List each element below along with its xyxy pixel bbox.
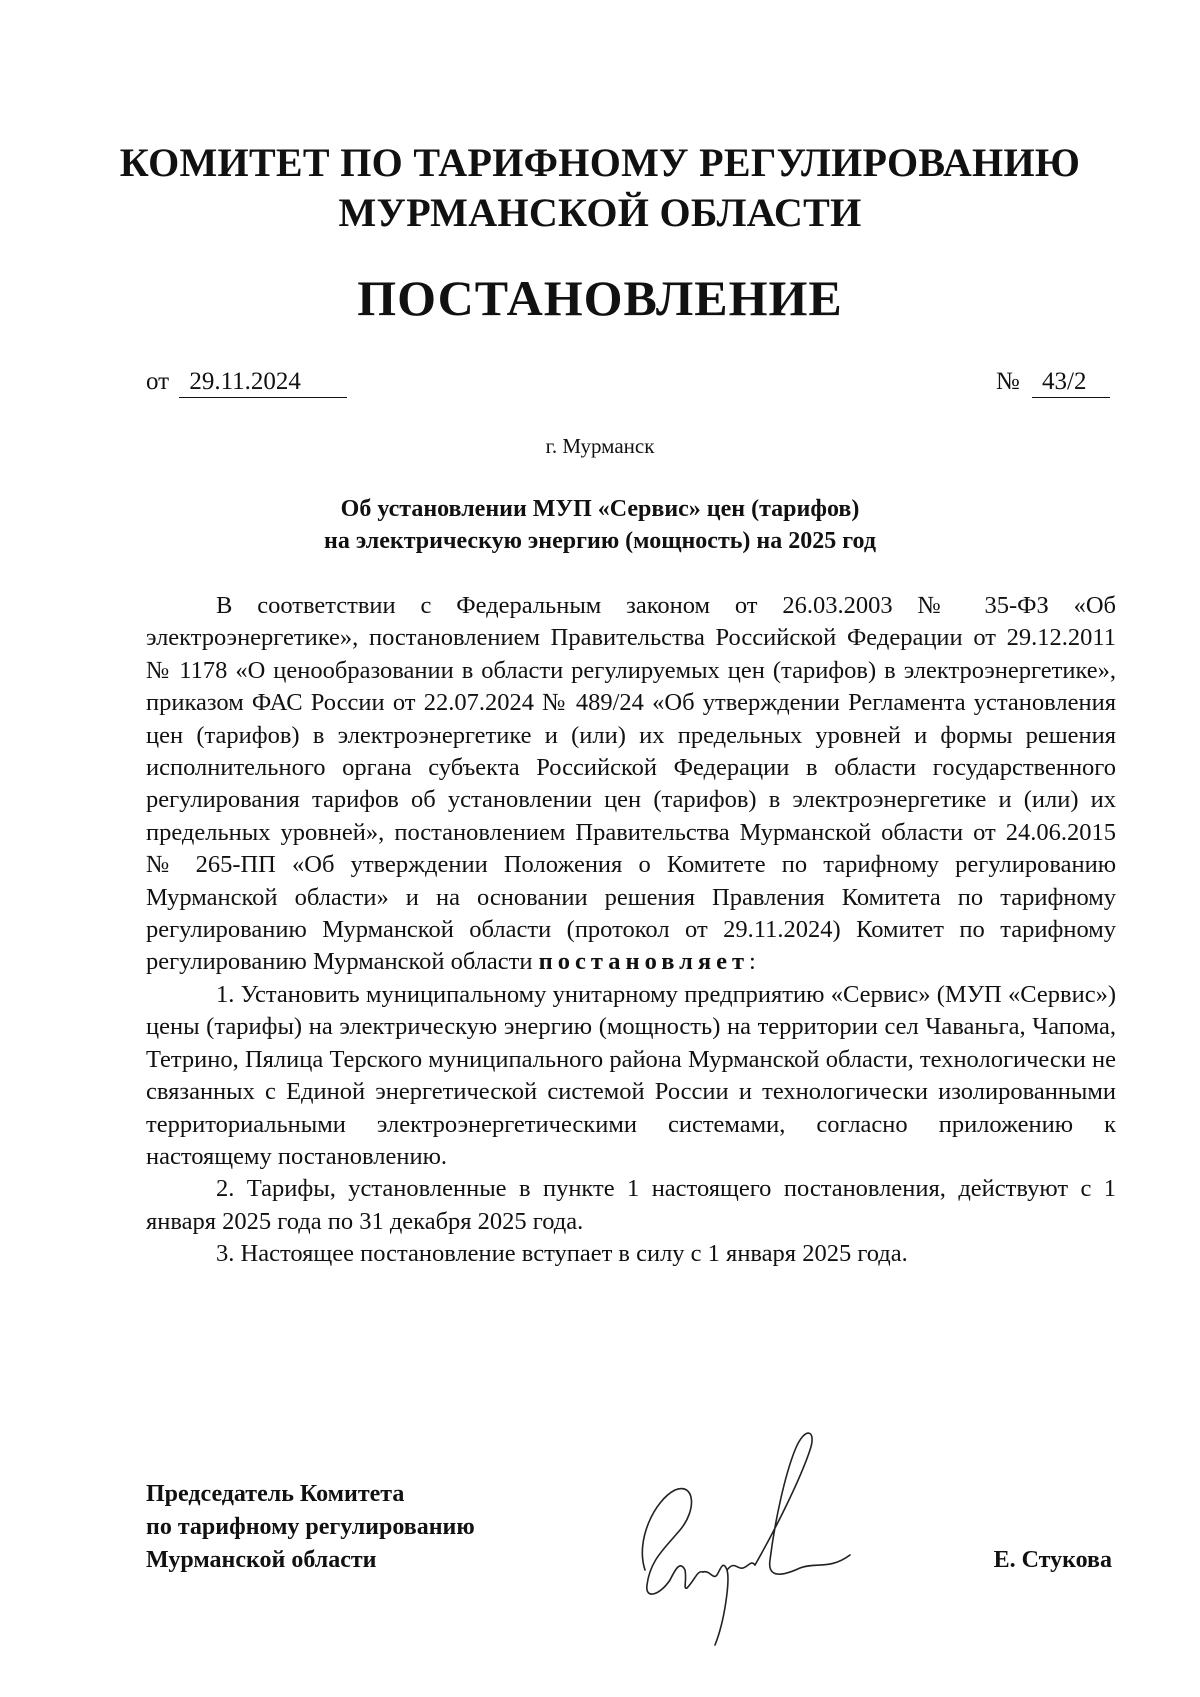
signatory-title-line1: Председатель Комитета	[146, 1481, 405, 1507]
number-value: 43/2	[1032, 367, 1110, 398]
document-type-title: ПОСТАНОВЛЕНИЕ	[357, 270, 843, 326]
signatory-title	[146, 1478, 475, 1577]
signatory-title-line3: Мурманской области	[146, 1547, 377, 1573]
handwritten-signature	[625, 1420, 865, 1650]
organization-name-line1: КОМИТЕТ ПО ТАРИФНОМУ РЕГУЛИРОВАНИЮ	[119, 140, 1081, 185]
decides-word: постановляет	[538, 948, 750, 976]
document-city: г. Мурманск	[545, 434, 655, 458]
organization-name-line2: МУРМАНСКОЙ ОБЛАСТИ	[338, 190, 862, 235]
clause-3: 3. Настоящее постановление вступает в силу с 1 января 2025 года.	[216, 1240, 908, 1268]
preamble-paragraph	[146, 590, 1116, 979]
clause-1: 1. Установить муниципальному унитарному предприятию «Сервис» (МУП «Сервис») цены (тарифы) на электрическую энергию (мощность) на территории сел Чаваньга, Чапома, Тетрино, Пялица Терского муниципального района Мурманской области, технологически не связанных с Единой энергетической системой России и технологически изолированными территориальными электроэнергетическими системами, согласно приложению к настоящему постановлению.	[146, 980, 1116, 1170]
document-number	[996, 367, 1110, 398]
subject-line1: Об установлении МУП «Сервис» цен (тарифов)	[340, 496, 860, 522]
document-body	[146, 590, 1116, 1271]
clause-2: 2. Тарифы, установленные в пункте 1 настоящего постановления, действуют с 1 января 2025 года по 31 декабря 2025 года.	[146, 1175, 1116, 1235]
document-date	[146, 367, 347, 398]
document-subject	[0, 493, 1200, 557]
subject-line2: на электрическую энергию (мощность) на 2025 год	[323, 528, 876, 554]
date-prefix: от	[146, 368, 170, 395]
signatory-name: Е. Стукова	[993, 1547, 1112, 1573]
signatory-title-line2: по тарифному регулированию	[146, 1514, 475, 1540]
organization-header	[0, 138, 1200, 238]
number-prefix: №	[995, 368, 1020, 395]
date-value: 29.11.2024	[179, 367, 347, 398]
decides-colon: :	[749, 948, 756, 976]
preamble-text: В соответствии с Федеральным законом от 26.03.2003 № 35-ФЗ «Об электроэнергетике», постановлением Правительства Российской Федерации от 29.12.2011 № 1178 «О ценообразовании в области регулируемых цен (тарифов) в электроэнергетике», приказом ФАС России от 22.07.2024 № 489/24 «Об утверждении Регламента установления цен (тарифов) в электроэнергетике и (или) их предельных уровней и формы решения исполнительного органа субъекта Российской Федерации в области государственного регулирования тарифов об установлении цен (тарифов) в электроэнергетике и (или) их предельных уровней», постановлением Правительства Мурманской области от 24.06.2015 № 265-ПП «Об утверждении Положения о Комитете по тарифному регулированию Мурманской области» и на основании решения Правления Комитета по тарифному регулированию Мурманской области (протокол от 29.11.2024) Комитет по тарифному регулированию Мурманской области	[146, 592, 1116, 976]
